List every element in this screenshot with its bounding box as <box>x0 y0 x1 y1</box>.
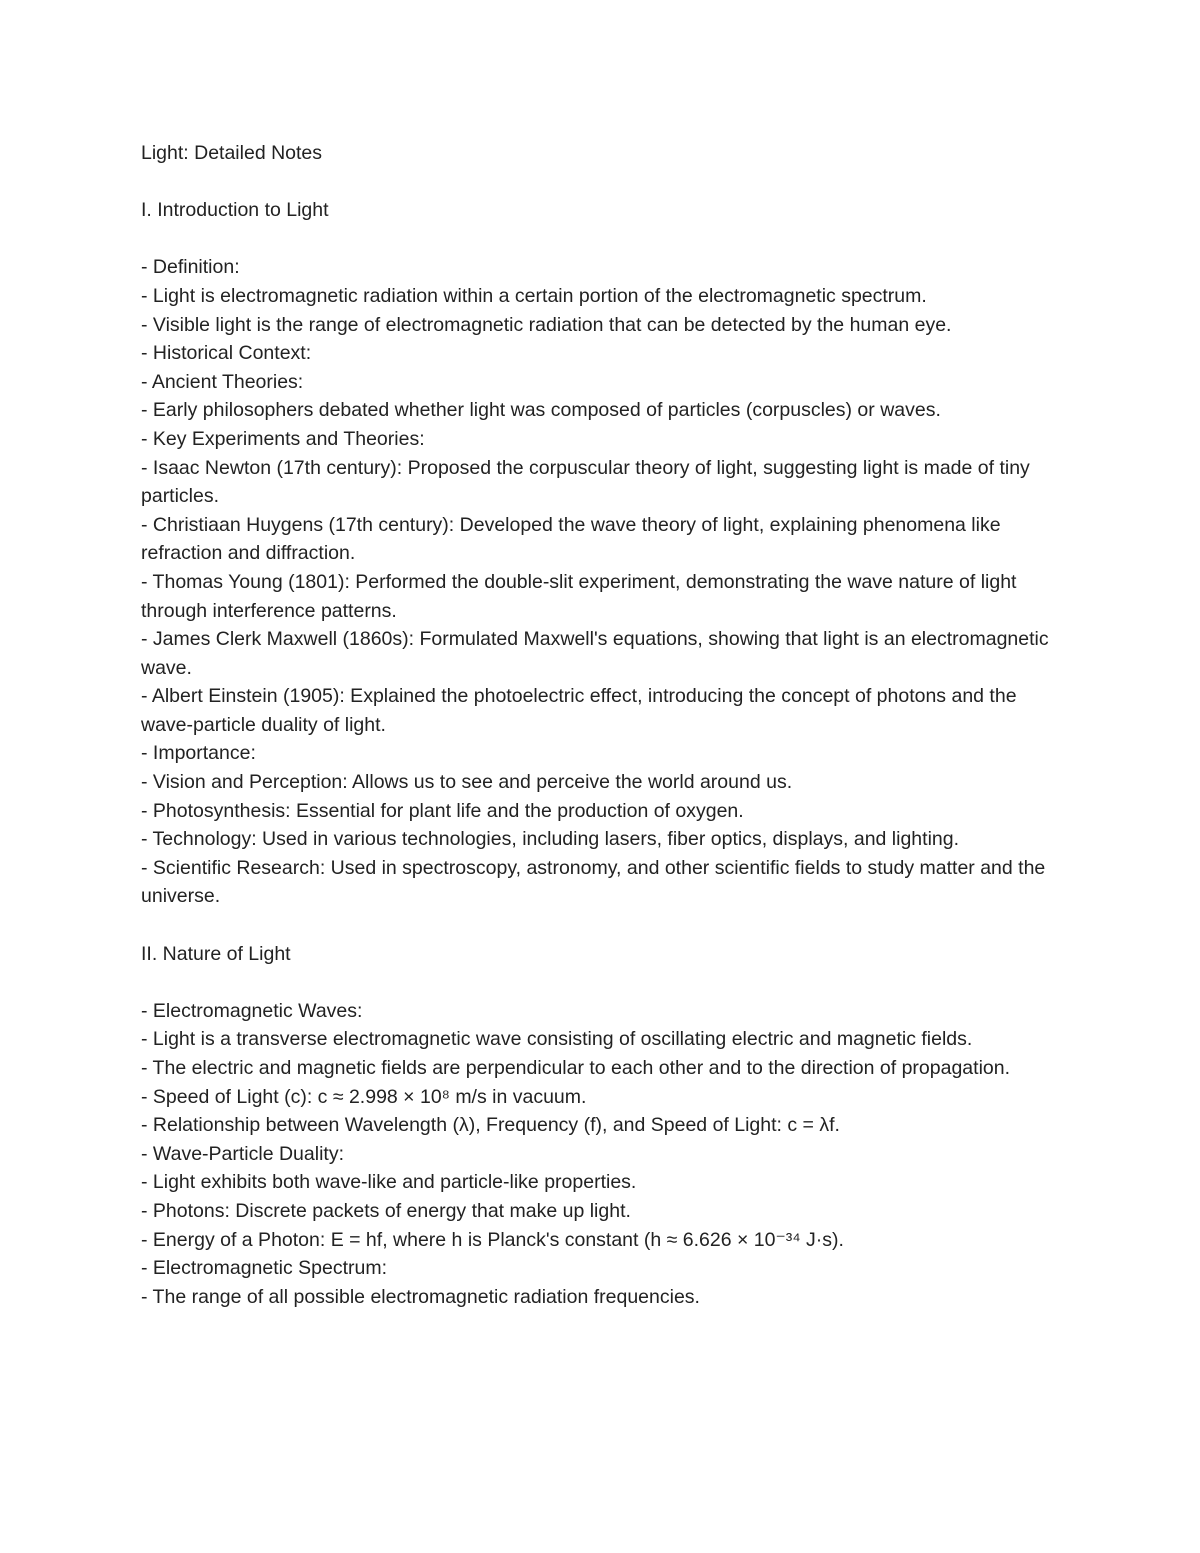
spacer <box>141 968 1061 997</box>
note-line: - Isaac Newton (17th century): Proposed the corpuscular theory of light, suggesting light is made of tiny particles. <box>141 456 1036 508</box>
document-body <box>141 139 1061 1311</box>
spacer <box>141 911 1061 940</box>
note-line: - James Clerk Maxwell (1860s): Formulated Maxwell's equations, showing that light is an electromagnetic wave. <box>141 628 1055 679</box>
note-line: - Importance: <box>141 742 256 765</box>
note-line: - Historical Context: <box>141 342 312 365</box>
document-title: Light: Detailed Notes <box>141 142 323 164</box>
note-line: - Light is a transverse electromagnetic wave consisting of oscillating electric and magnetic fields. <box>141 1028 973 1051</box>
note-line: - Photosynthesis: Essential for plant life and the production of oxygen. <box>141 799 744 822</box>
note-line: - Key Experiments and Theories: <box>141 427 425 450</box>
note-line: - Wave-Particle Duality: <box>141 1142 344 1165</box>
note-line: - Albert Einstein (1905): Explained the photoelectric effect, introducing the concept of photons and the wave-particle duality of light. <box>141 685 1022 736</box>
note-line: - Definition: <box>141 256 240 279</box>
note-line: - Visible light is the range of electromagnetic radiation that can be detected by the human eye. <box>141 313 952 336</box>
note-line: - Ancient Theories: <box>141 370 304 393</box>
note-line: - Technology: Used in various technologies, including lasers, fiber optics, displays, and lighting. <box>141 828 960 851</box>
note-line: - Light exhibits both wave-like and particle-like properties. <box>141 1171 637 1194</box>
spacer <box>141 225 1061 254</box>
note-line: - Vision and Perception: Allows us to see and perceive the world around us. <box>141 771 793 794</box>
note-line: - Scientific Research: Used in spectroscopy, astronomy, and other scientific fields to study matter and the universe. <box>141 856 1051 908</box>
spacer <box>141 168 1061 197</box>
note-line: - Early philosophers debated whether light was composed of particles (corpuscles) or waves. <box>141 399 941 422</box>
note-line: - The range of all possible electromagnetic radiation frequencies. <box>141 1285 700 1308</box>
note-line: - Relationship between Wavelength (λ), Frequency (f), and Speed of Light: c = λf. <box>141 1114 840 1137</box>
note-line: - Electromagnetic Spectrum: <box>141 1257 388 1280</box>
note-line: - Light is electromagnetic radiation within a certain portion of the electromagnetic spectrum. <box>141 284 927 307</box>
section-heading-nature: II. Nature of Light <box>141 942 291 965</box>
section-heading-introduction: I. Introduction to Light <box>141 199 329 222</box>
note-line: - Christiaan Huygens (17th century): Developed the wave theory of light, explaining phenomena like refraction and diffraction. <box>141 513 1006 565</box>
note-line: - The electric and magnetic fields are perpendicular to each other and to the direction of propagation. <box>141 1057 1011 1079</box>
note-line: - Energy of a Photon: E = hf, where h is Planck's constant (h ≈ 6.626 × 10⁻³⁴ J·s). <box>141 1228 844 1251</box>
note-line: - Photons: Discrete packets of energy that make up light. <box>141 1199 631 1222</box>
note-line: - Thomas Young (1801): Performed the double-slit experiment, demonstrating the wave nature of light through interference patterns. <box>141 570 1022 622</box>
note-line: - Speed of Light (c): c ≈ 2.998 × 10⁸ m/s in vacuum. <box>141 1085 587 1108</box>
note-line: - Electromagnetic Waves: <box>141 999 363 1022</box>
